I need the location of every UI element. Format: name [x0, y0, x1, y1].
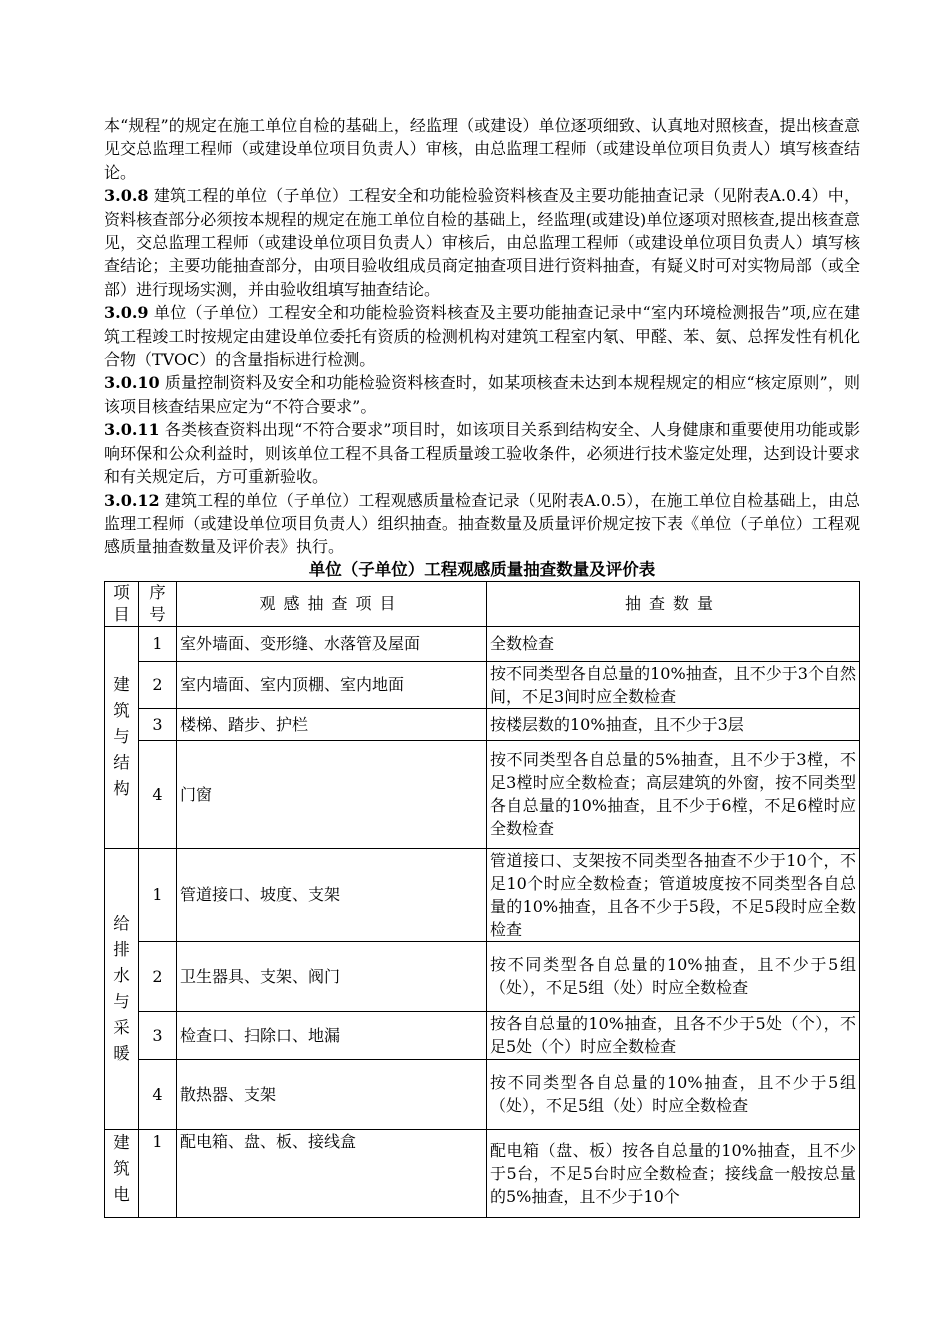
clause-3-0-9 [104, 301, 860, 371]
clause-number: 3.0.11 [104, 420, 160, 440]
clause-number: 3.0.12 [104, 490, 160, 510]
row-qty: 全数检查 [487, 626, 860, 661]
row-number: 3 [139, 708, 177, 740]
row-qty: 按不同类型各自总量的10%抽查，且不少于3个自然间，不足3间时应全数检查 [487, 661, 860, 708]
table-header-row [105, 581, 860, 626]
row-item: 配电箱、盘、板、接线盒 [177, 1129, 487, 1217]
row-qty: 按不同类型各自总量的10%抽查，且不少于5组（处），不足5组（处）时应全数检查 [487, 1059, 860, 1129]
paragraph-text: 建筑工程的单位（子单位）工程观感质量检查记录（见附表A.0.5），在施工单位自检基础上，由总监理工程师（或建设单位项目负责人）组织抽查。抽查数量及质量评价规定按下表《单位（子单位）工程观感质量抽查数量及评价表》执行。 [104, 490, 860, 557]
row-number: 1 [139, 1129, 177, 1217]
header-qty: 抽查数量 [487, 581, 860, 626]
table-row [105, 626, 860, 661]
row-number: 2 [139, 661, 177, 708]
header-category: 项目 [105, 581, 139, 626]
clause-3-0-10 [104, 371, 860, 418]
row-item: 检查口、扫除口、地漏 [177, 1011, 487, 1059]
table-row [105, 1129, 860, 1217]
document-page [104, 114, 860, 1218]
row-qty: 管道接口、支架按不同类型各抽查不少于10个，不足10个时应全数检查；管道坡度按不同类型各自总量的10%抽查，且各不少于5段，不足5段时应全数检查 [487, 848, 860, 941]
row-number: 4 [139, 740, 177, 848]
row-number: 1 [139, 848, 177, 941]
paragraph-text: 单位（子单位）工程安全和功能检验资料核查及主要功能抽查记录中“室内环境检测报告”项,应在建筑工程竣工时按规定由建设单位委托有资质的检测机构对建筑工程室内氡、甲醛、苯、氨、总挥发性有机化合物（TVOC）的含量指标进行检测。 [104, 303, 860, 370]
clause-3-0-11 [104, 418, 860, 488]
row-number: 4 [139, 1059, 177, 1129]
clause-number: 3.0.10 [104, 373, 160, 393]
row-qty: 按不同类型各自总量的5%抽查，且不少于3樘，不足3樘时应全数检查；高层建筑的外窗，按不同类型各自总量的10%抽查，且不少于6樘，不足6樘时应全数检查 [487, 740, 860, 848]
table-row [105, 848, 860, 941]
row-item: 卫生器具、支架、阀门 [177, 941, 487, 1011]
clause-number: 3.0.8 [104, 186, 149, 206]
table-row [105, 1011, 860, 1059]
category-cell: 建筑与结构 [105, 626, 139, 848]
paragraph-text: 质量控制资料及安全和功能检验资料核查时，如某项核查未达到本规程规定的相应“核定原则”，则该项目核查结果应定为“不符合要求”。 [104, 373, 860, 416]
paragraph-text: 各类核查资料出现“不符合要求”项目时，如该项目关系到结构安全、人身健康和重要使用功能或影响环保和公众利益时，则该单位工程不具备工程质量竣工验收条件，必须进行技术鉴定处理，达到设计要求和有关规定后，方可重新验收。 [104, 420, 860, 487]
row-item: 门窗 [177, 740, 487, 848]
clause-3-0-8 [104, 184, 860, 301]
table-row [105, 661, 860, 708]
paragraph-continuation [104, 114, 860, 184]
table-row [105, 941, 860, 1011]
table-title: 单位（子单位）工程观感质量抽查数量及评价表 [308, 559, 656, 579]
row-number: 2 [139, 941, 177, 1011]
row-item: 室外墙面、变形缝、水落管及屋面 [177, 626, 487, 661]
paragraph-text: 建筑工程的单位（子单位）工程安全和功能检验资料核查及主要功能抽查记录（见附表A.0.4）中，资料核查部分必须按本规程的规定在施工单位自检的基础上，经监理(或建设)单位逐项对照核查,提出核查意见，交总监理工程师（或建设单位项目负责人）审核后，由总监理工程师（或建设单位项目负责人）填写核查结论；主要功能抽查部分，由项目验收组成员商定抽查项目进行资料抽查，有疑义时可对实物局部（或全部）进行现场实测，并由验收组填写抽查结论。 [104, 186, 860, 299]
row-item: 管道接口、坡度、支架 [177, 848, 487, 941]
evaluation-table [104, 581, 860, 1218]
row-item: 散热器、支架 [177, 1059, 487, 1129]
header-no: 序号 [139, 581, 177, 626]
row-qty: 按各自总量的10%抽查，且各不少于5处（个），不足5处（个）时应全数检查 [487, 1011, 860, 1059]
row-qty: 按楼层数的10%抽查，且不少于3层 [487, 708, 860, 740]
row-number: 3 [139, 1011, 177, 1059]
table-row [105, 708, 860, 740]
clause-number: 3.0.9 [104, 303, 149, 323]
row-item: 楼梯、踏步、护栏 [177, 708, 487, 740]
category-cell: 给排水与采暖 [105, 848, 139, 1129]
row-qty: 按不同类型各自总量的10%抽查，且不少于5组（处），不足5组（处）时应全数检查 [487, 941, 860, 1011]
row-number: 1 [139, 626, 177, 661]
row-item: 室内墙面、室内顶棚、室内地面 [177, 661, 487, 708]
header-item: 观感抽查项目 [177, 581, 487, 626]
category-cell: 建筑电 [105, 1129, 139, 1217]
table-row [105, 1059, 860, 1129]
clause-3-0-12 [104, 489, 860, 559]
paragraph-text: 本“规程”的规定在施工单位自检的基础上，经监理（或建设）单位逐项细致、认真地对照核查，提出核查意见交总监理工程师（或建设单位项目负责人）审核，由总监理工程师（或建设单位项目负责人）填写核查结论。 [104, 116, 860, 182]
table-row [105, 740, 860, 848]
row-qty: 配电箱（盘、板）按各自总量的10%抽查，且不少于5台，不足5台时应全数检查；接线盒一般按总量的5%抽查，且不少于10个 [487, 1129, 860, 1217]
